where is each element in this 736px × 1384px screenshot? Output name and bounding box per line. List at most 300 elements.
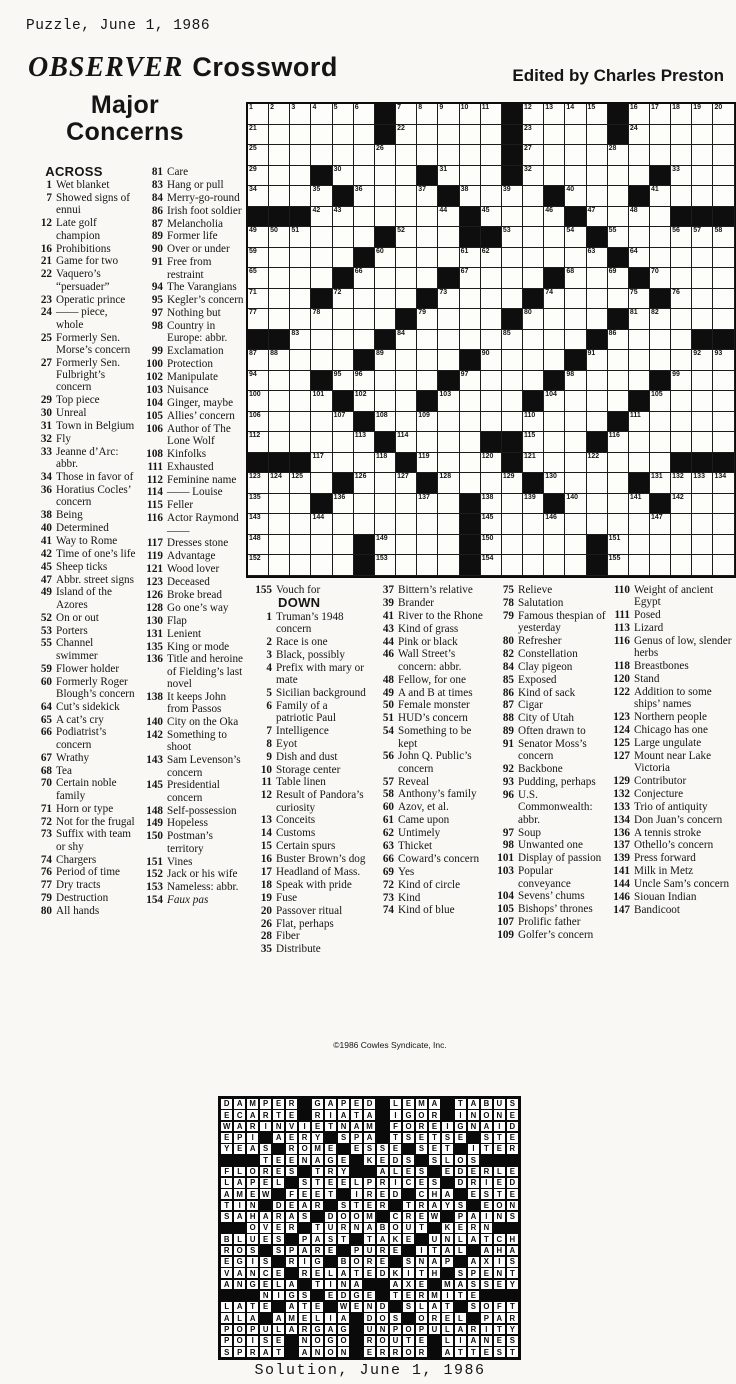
grid-cell [354, 473, 375, 494]
clue-text: Late golf champion [56, 217, 101, 242]
solution-cell-black [312, 1212, 323, 1222]
solution-cell-letter: A [429, 1257, 440, 1267]
solution-cell-black [507, 1155, 518, 1165]
solution-cell-letter: O [481, 1110, 492, 1120]
clue-text: It keeps John from Passos [167, 690, 227, 716]
clue-number: 123 [613, 711, 630, 724]
grid-cell [396, 268, 417, 289]
grid-cell-number: 1 [249, 104, 253, 111]
solution-cell-letter: A [325, 1325, 336, 1335]
grid-cell [671, 309, 692, 330]
down-clues-column-4 [608, 584, 734, 917]
clue-number: 2 [266, 635, 272, 648]
solution-cell-letter: A [377, 1234, 388, 1244]
grid-cell [438, 104, 459, 125]
solution-cell-black [234, 1155, 245, 1165]
clue-item [372, 866, 488, 878]
grid-cell-black [502, 432, 523, 453]
solution-cell-letter: R [429, 1313, 440, 1323]
solution-cell-letter: T [312, 1178, 323, 1188]
clue-item [372, 840, 488, 852]
solution-cell-letter: H [507, 1234, 518, 1244]
grid-cell-number: 93 [714, 350, 723, 357]
grid-cell [692, 391, 713, 412]
solution-cell-letter: V [260, 1223, 271, 1233]
clue-item [141, 563, 247, 575]
grid-cell [269, 555, 290, 576]
solution-cell-letter: I [325, 1110, 336, 1120]
grid-cell [481, 104, 502, 125]
clue-number: 127 [613, 749, 630, 762]
solution-cell-letter: U [260, 1325, 271, 1335]
clue-number: 119 [146, 550, 163, 563]
solution-cell-black [377, 1212, 388, 1222]
clue-item [372, 597, 488, 609]
grid-cell [629, 125, 650, 146]
solution-cell-letter: R [468, 1325, 479, 1335]
grid-cell [375, 289, 396, 310]
grid-cell [354, 494, 375, 515]
clue-text: Prohibitions [56, 242, 111, 255]
solution-cell-letter: N [338, 1347, 349, 1357]
grid-cell [438, 412, 459, 433]
grid-cell [671, 514, 692, 535]
solution-cell-black [403, 1189, 414, 1199]
grid-cell-number: 91 [587, 350, 596, 357]
solution-cell-letter: O [403, 1347, 414, 1357]
clue-list [141, 166, 247, 907]
masthead-crossword: Crossword [192, 52, 338, 82]
solution-cell-letter: S [468, 1280, 479, 1290]
grid-cell [565, 391, 586, 412]
solution-cell-letter: E [494, 1336, 505, 1346]
grid-cell [354, 453, 375, 474]
grid-cell [417, 248, 438, 269]
solution-cell-letter: P [390, 1325, 401, 1335]
grid-cell [713, 494, 734, 515]
clue-text: Kind of blue [398, 904, 455, 917]
grid-cell [481, 207, 502, 228]
clue-number: 46 [382, 648, 394, 661]
grid-cell [692, 371, 713, 392]
solution-cell-letter: A [312, 1155, 323, 1165]
grid-cell [565, 309, 586, 330]
grid-cell [523, 268, 544, 289]
clue-number: 74 [382, 904, 394, 917]
solution-cell-letter: R [364, 1336, 375, 1346]
solution-cell-letter: E [442, 1167, 453, 1177]
clue-text: Thicket [398, 840, 433, 853]
grid-cell-black [333, 391, 354, 412]
solution-cell-black [429, 1347, 440, 1357]
grid-cell-number: 86 [608, 329, 617, 337]
clue-item [250, 751, 367, 763]
clue-item [250, 789, 367, 814]
grid-cell [396, 186, 417, 207]
clue-item [141, 461, 247, 473]
clue-text: Hang or pull [167, 178, 224, 191]
grid-cell [248, 248, 269, 269]
clue-item [250, 930, 367, 942]
clue-text: Sicilian background [276, 686, 366, 699]
solution-cell-black [494, 1291, 505, 1301]
solution-cell-letter: S [481, 1189, 492, 1199]
grid-cell [396, 494, 417, 515]
grid-cell [248, 104, 269, 125]
grid-cell-number: 30 [333, 165, 342, 173]
clue-text: Formerly Roger Blough’s concern [56, 675, 135, 700]
grid-cell [713, 186, 734, 207]
solution-cell-letter: E [325, 1246, 336, 1256]
grid-cell [671, 473, 692, 494]
grid-cell [502, 268, 523, 289]
grid-cell [608, 350, 629, 371]
solution-cell-letter: I [390, 1110, 401, 1120]
grid-cell [290, 186, 311, 207]
clue-text: Stand [634, 673, 660, 686]
grid-cell [671, 350, 692, 371]
clue-number: 66 [40, 726, 52, 739]
grid-cell-number: 76 [672, 288, 680, 296]
grid-cell [713, 371, 734, 392]
grid-cell-black [248, 453, 269, 474]
grid-cell-black [460, 555, 481, 576]
solution-cell-black [455, 1257, 466, 1267]
solution-cell-letter: D [377, 1268, 388, 1278]
clue-text: Coward’s concern [398, 852, 480, 865]
solution-cell-letter: G [234, 1257, 245, 1267]
grid-cell-black [375, 104, 396, 125]
clue-text: Anthony’s family [398, 788, 477, 801]
grid-cell [650, 125, 671, 146]
solution-cell-letter: O [403, 1325, 414, 1335]
solution-cell-letter: C [234, 1110, 245, 1120]
solution-cell-letter: E [416, 1212, 427, 1222]
solution-cell-letter: S [481, 1280, 492, 1290]
grid-cell [629, 453, 650, 474]
clue-number: 113 [613, 622, 630, 635]
clue-item [372, 699, 488, 711]
clue-text: Presidential concern [167, 779, 220, 804]
solution-cell-letter: T [442, 1302, 453, 1312]
solution-cell-letter: L [234, 1167, 245, 1177]
grid-cell-number: 112 [249, 432, 261, 439]
grid-cell-black [587, 432, 608, 453]
grid-cell-black [333, 268, 354, 289]
solution-cell-letter: A [442, 1189, 453, 1199]
grid-cell-number: 105 [650, 391, 663, 398]
grid-cell-number: 11 [481, 104, 490, 111]
solution-cell-letter: A [286, 1325, 297, 1335]
grid-cell [502, 207, 523, 228]
solution-cell-letter: L [325, 1268, 336, 1278]
clue-text: Kind [398, 891, 421, 904]
grid-cell-number: 47 [587, 206, 596, 214]
grid-cell-number: 51 [291, 227, 300, 234]
grid-cell [523, 330, 544, 351]
grid-cell [544, 104, 565, 125]
clue-item [141, 345, 247, 357]
grid-cell [375, 494, 396, 515]
clue-item [141, 754, 247, 779]
clue-list [250, 584, 367, 956]
clue-item [250, 687, 367, 699]
grid-cell-black [417, 289, 438, 310]
grid-cell-black [460, 514, 481, 535]
solution-cell-black [338, 1144, 349, 1154]
clue-number: 4 [266, 661, 272, 674]
solution-cell-letter: A [481, 1122, 492, 1132]
grid-cell [523, 514, 544, 535]
solution-cell-letter: K [442, 1223, 453, 1233]
clue-number: 8 [266, 737, 272, 750]
grid-cell [544, 125, 565, 146]
clue-text: Lizard [634, 622, 664, 635]
solution-cell-black [455, 1302, 466, 1312]
solution-cell-letter: L [312, 1313, 323, 1323]
solution-cell-letter: N [494, 1110, 505, 1120]
clue-text: Advantage [167, 550, 216, 563]
solution-cell-letter: O [351, 1212, 362, 1222]
solution-cell-letter: R [299, 1268, 310, 1278]
clue-text: Contributor [634, 774, 687, 787]
solution-cell-letter: R [286, 1223, 297, 1233]
clue-text: Golfer’s concern [518, 929, 594, 942]
clue-list [608, 584, 734, 916]
solution-cell-black [481, 1155, 492, 1165]
solution-cell-letter: E [312, 1302, 323, 1312]
clue-text: Buster Brown’s dog [276, 853, 366, 866]
grid-cell [629, 330, 650, 351]
solution-cell-letter: T [390, 1133, 401, 1143]
solution-cell-black [403, 1246, 414, 1256]
grid-cell-black [502, 453, 523, 474]
solution-cell-letter: D [507, 1178, 518, 1188]
solution-cell-letter: E [351, 1144, 362, 1154]
solution-cell-letter: B [481, 1099, 492, 1109]
grid-cell-number: 9 [439, 104, 444, 111]
solution-cell-letter: M [286, 1313, 297, 1323]
clue-number: 109 [497, 929, 514, 942]
grid-cell [438, 432, 459, 453]
solution-cell-letter: R [260, 1167, 271, 1177]
clue-item [372, 725, 488, 750]
clue-number: 128 [146, 601, 163, 614]
clue-text: Top piece [56, 394, 100, 407]
clue-text: Backbone [518, 763, 563, 776]
grid-cell [311, 453, 332, 474]
solution-cell-letter: G [455, 1122, 466, 1132]
solution-cell-black [325, 1302, 336, 1312]
grid-cell-number: 52 [397, 227, 405, 234]
solution-cell-letter: T [455, 1099, 466, 1109]
solution-cell-letter: A [325, 1099, 336, 1109]
clue-number: 85 [502, 673, 514, 686]
solution-cell-letter: U [247, 1234, 258, 1244]
clue-number: 123 [146, 576, 163, 589]
grid-cell [354, 391, 375, 412]
solution-cell-letter: R [377, 1178, 388, 1188]
grid-cell [650, 453, 671, 474]
clue-number: 86 [151, 204, 163, 217]
solution-cell-letter: R [416, 1291, 427, 1301]
clue-item [250, 725, 367, 737]
grid-cell [417, 125, 438, 146]
clue-text: Distribute [276, 943, 321, 956]
grid-cell-black [650, 494, 671, 515]
clue-text: Conjecture [634, 787, 684, 800]
clue-item [141, 512, 247, 537]
clue-number: 104 [497, 890, 514, 903]
grid-cell [502, 535, 523, 556]
solution-cell-letter: E [273, 1099, 284, 1109]
grid-cell-number: 102 [354, 391, 367, 398]
clue-item [608, 814, 734, 826]
clue-item [250, 866, 367, 878]
solution-cell-letter: D [325, 1212, 336, 1222]
grid-cell-black [311, 371, 332, 392]
solution-cell-letter: T [221, 1201, 232, 1211]
grid-cell-black [438, 186, 459, 207]
solution-cell-letter: Y [442, 1201, 453, 1211]
clue-text: Period of time [56, 866, 121, 879]
clue-number: 111 [614, 609, 630, 622]
clue-text: Game for two [56, 255, 119, 268]
solution-cell-letter: E [351, 1099, 362, 1109]
solution-cell-letter: T [507, 1268, 518, 1278]
grid-cell [269, 473, 290, 494]
grid-cell [713, 227, 734, 248]
solution-cell-black [494, 1155, 505, 1165]
grid-cell [565, 145, 586, 166]
grid-cell-black [608, 125, 629, 146]
grid-cell [692, 227, 713, 248]
solution-cell-letter: N [247, 1201, 258, 1211]
grid-cell [396, 514, 417, 535]
grid-cell-number: 141 [629, 493, 642, 501]
clue-number: 23 [40, 293, 52, 306]
solution-cell-letter: N [416, 1257, 427, 1267]
solution-cell-letter: N [312, 1347, 323, 1357]
grid-cell [248, 289, 269, 310]
grid-cell [438, 289, 459, 310]
clue-item [492, 648, 608, 660]
grid-cell [396, 207, 417, 228]
clue-number: 88 [502, 712, 514, 725]
solution-cell-letter: P [247, 1178, 258, 1188]
clue-number: 70 [40, 777, 52, 790]
clue-item [492, 903, 608, 915]
grid-cell [481, 166, 502, 187]
clue-number: 17 [260, 866, 272, 879]
clue-text: Kegler’s concern [167, 294, 244, 307]
grid-cell-number: 95 [333, 370, 342, 378]
grid-cell-number: 155 [608, 555, 621, 562]
grid-cell [544, 227, 565, 248]
clue-number: 136 [613, 826, 630, 839]
grid-cell [333, 350, 354, 371]
solution-cell-black [234, 1223, 245, 1233]
solution-cell-letter: N [494, 1268, 505, 1278]
grid-cell [587, 145, 608, 166]
grid-cell-black [460, 494, 481, 515]
grid-cell [544, 289, 565, 310]
grid-cell-number: 80 [524, 309, 532, 316]
solution-cell-letter: N [494, 1212, 505, 1222]
clue-text: Tea [56, 764, 72, 777]
clue-text: Fiber [276, 930, 300, 943]
solution-cell-letter: P [221, 1336, 232, 1346]
clue-item [250, 662, 367, 687]
clue-text: Bishops’ thrones [518, 903, 593, 916]
clue-item [30, 535, 137, 547]
grid-cell [692, 350, 713, 371]
solution-cell-letter: T [273, 1110, 284, 1120]
grid-cell [523, 227, 544, 248]
clue-number: 52 [40, 611, 52, 624]
solution-cell-letter: R [247, 1347, 258, 1357]
clue-item [30, 586, 137, 611]
solution-cell-letter: M [364, 1122, 375, 1132]
clue-text: Chargers [56, 853, 97, 866]
grid-cell-number: 69 [608, 268, 617, 275]
solution-cell-letter: S [507, 1099, 518, 1109]
solution-cell-letter: G [312, 1099, 323, 1109]
clue-text: Posed [634, 609, 661, 622]
solution-cell-letter: E [273, 1155, 284, 1165]
solution-cell-letter: T [494, 1133, 505, 1143]
solution-cell-letter: T [312, 1223, 323, 1233]
clue-item [608, 737, 734, 749]
solution-cell-black [299, 1280, 310, 1290]
solution-cell-letter: N [247, 1268, 258, 1278]
solution-cell-letter: I [325, 1280, 336, 1290]
solution-cell-letter: N [468, 1110, 479, 1120]
grid-cell-black [544, 186, 565, 207]
clue-text: Abbr. street signs [56, 573, 134, 586]
grid-cell-number: 153 [375, 555, 388, 562]
clue-item [141, 243, 247, 255]
grid-cell-number: 137 [418, 493, 430, 501]
solution-cell-letter: S [247, 1246, 258, 1256]
solution-cell-letter: L [221, 1302, 232, 1312]
grid-cell-number: 39 [502, 186, 511, 193]
solution-cell-black [442, 1099, 453, 1109]
grid-cell [438, 535, 459, 556]
grid-cell [375, 391, 396, 412]
clue-text: Siouan Indian [634, 891, 697, 903]
solution-cell-letter: W [260, 1189, 271, 1199]
clue-text: Flap [167, 614, 187, 627]
clue-number: 76 [40, 866, 52, 879]
solution-cell-black [286, 1336, 297, 1346]
grid-cell [248, 227, 269, 248]
grid-cell [438, 494, 459, 515]
clue-text: Not for the frugal [56, 815, 135, 828]
clue-item [608, 724, 734, 736]
grid-cell [248, 412, 269, 433]
clue-number: 59 [40, 662, 52, 675]
solution-cell-black [286, 1347, 297, 1357]
solution-cell-letter: A [299, 1246, 310, 1256]
clue-number: 150 [146, 830, 163, 843]
solution-cell-letter: Y [312, 1133, 323, 1143]
clue-item [608, 904, 734, 916]
grid-cell [311, 514, 332, 535]
solution-cell-letter: O [351, 1257, 362, 1267]
clue-number: 103 [497, 865, 514, 878]
grid-cell [629, 514, 650, 535]
